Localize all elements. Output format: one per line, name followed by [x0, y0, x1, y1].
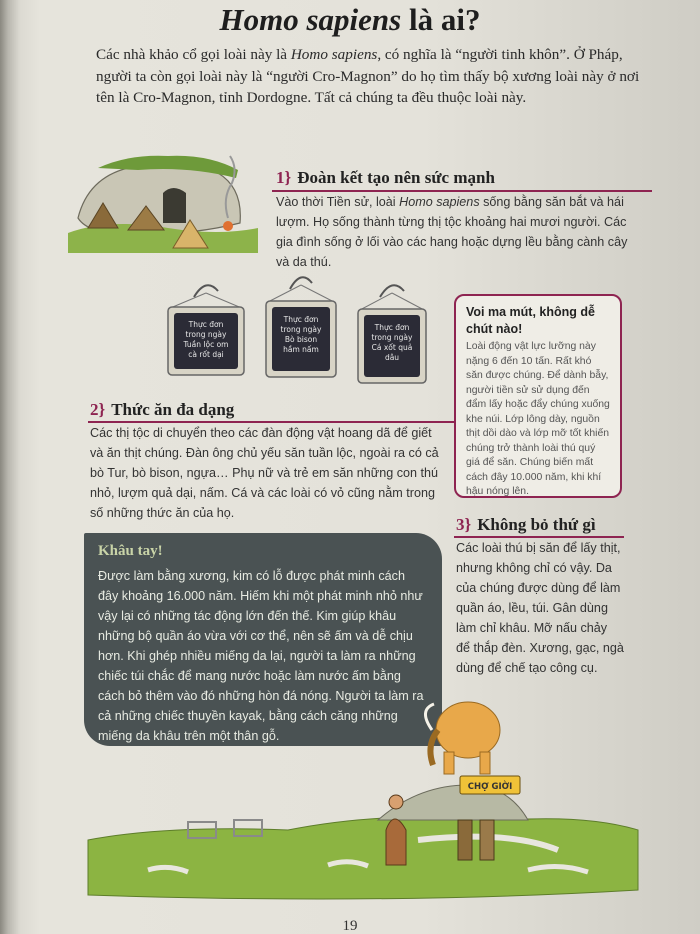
intro-italic: Homo sapiens [290, 46, 378, 63]
menu2-line1: Thực đơn [283, 315, 319, 324]
intro-paragraph [96, 44, 656, 109]
menu3-line2: trong ngày [371, 333, 413, 342]
menu1-line2: trong ngày [185, 330, 227, 339]
menu3-line3: Cá xốt quả [371, 343, 413, 352]
section2-number: 2} [90, 400, 106, 419]
cave-camp-illustration [68, 148, 268, 258]
tip-body: Loài động vật lực lưỡng này nặng 6 đến 10 tấn. Rất khó săn được chúng. Để dành bẫy, người tiền sử sử dụng đến đẩm lấy hoặc đẩy chúng xuống khe núi. Lớp lông dày, nguồn thịt dồi dào và lớp mỡ tốt khiến chúng trở thành loài thú quý giá để săn. Chúng biến mất cách đây 10.000 năm, khi khí hậu nóng lên. [466, 341, 610, 497]
menu2-line4: hầm nấm [283, 345, 319, 354]
menu-board-1 [164, 283, 248, 379]
menu-board-3 [354, 283, 430, 385]
sewing-title: Khâu tay! [98, 543, 163, 559]
page-title [0, 2, 700, 38]
menu2-line2: trong ngày [280, 325, 322, 334]
intro-text-2: , có nghĩa là “người tinh khôn”. Ở Pháp, người ta còn gọi loài này là “người Cro-Magnon” do họ tìm thấy bộ xương loài này ở nơi tên là Cro-Magnon, tỉnh Dordogne. Tất cả chúng ta đều thuộc loài này. [96, 46, 640, 106]
section2-heading-text: Thức ăn đa dạng [111, 400, 235, 419]
section1-text-1: Vào thời Tiền sử, loài [276, 195, 400, 209]
mammoth-market-illustration [88, 690, 648, 908]
market-sign: CHỢ GIỜI [467, 782, 513, 792]
title-italic: Homo sapiens [219, 2, 402, 37]
menu3-line1: Thực đơn [374, 323, 410, 332]
sewing-body: Được làm bằng xương, kim có lỗ được phát minh cách đây khoảng 16.000 năm. Hiếm khi một phát minh nhỏ như vậy lại có những tác động lớn đến thế. Kim giúp khâu những bộ quần áo vừa với cơ thể, nên sẽ ấm và dễ chịu hơn. Khi ghép nhiều miếng da lại, người ta làm ra những chiếc túi chắc để mang nước hoặc làm nước ấm bằng cách bỏ thêm vào đó những hòn đá nóng. Người ta làm ra cả những chiếc thuyền kayak, bằng cách căng những miếng da khâu trên một thân gỗ. [98, 569, 424, 743]
section3-heading-text: Không bỏ thứ gì [477, 515, 596, 534]
menu2-line3: Bò bison [284, 335, 318, 344]
section1-number: 1} [276, 168, 292, 187]
title-rest: là ai? [401, 2, 481, 37]
menu-board-2 [262, 275, 340, 379]
intro-text-1: Các nhà khảo cổ gọi loài này là [96, 46, 291, 63]
menu1-line3: Tuần lộc om [183, 340, 229, 349]
mammoth-tip-box [454, 294, 622, 498]
section1-italic: Homo sapiens [399, 195, 480, 209]
menu3-line4: dâu [384, 353, 400, 362]
section1-text-2: sống bằng săn bắt và hái lượm. Họ sống thành từng thị tộc khoảng hai mươi người. Các gia đình sống ở lối vào các hang hoặc dựng lều bằng cành cây và da thú. [276, 195, 628, 269]
page-number: 19 [342, 918, 358, 934]
tip-title: Voi ma mút, không dễ chút nào! [466, 305, 595, 336]
section2-heading [90, 400, 234, 420]
section1-text [276, 192, 640, 272]
section3-number: 3} [456, 515, 472, 534]
section3-heading [456, 515, 596, 535]
menu1-line1: Thực đơn [188, 320, 224, 329]
section1-heading [276, 168, 495, 188]
section1-heading-text: Đoàn kết tạo nên sức mạnh [297, 168, 495, 187]
section2-text: Các thị tộc di chuyển theo các đàn động vật hoang dã để giết và ăn thịt chúng. Đàn ông chủ yếu săn tuần lộc, ngoài ra có cả bò Tur, bò bison, ngựa… Phụ nữ và trẻ em săn những con thú nhỏ, lượm quả dại, nấm. Cá và các loài có vỏ cũng nằm trong số những thức ăn của họ. [90, 426, 439, 520]
menu1-line4: cà rốt dại [188, 350, 224, 359]
section3-text: Các loài thú bị săn để lấy thịt, nhưng không chỉ có vậy. Da của chúng được dùng để làm quần áo, lều, túi. Gân dùng làm chỉ khâu. Mỡ nấu chảy để thắp đèn. Xương, gạc, ngà dùng để chế tạo công cụ. [456, 541, 624, 675]
